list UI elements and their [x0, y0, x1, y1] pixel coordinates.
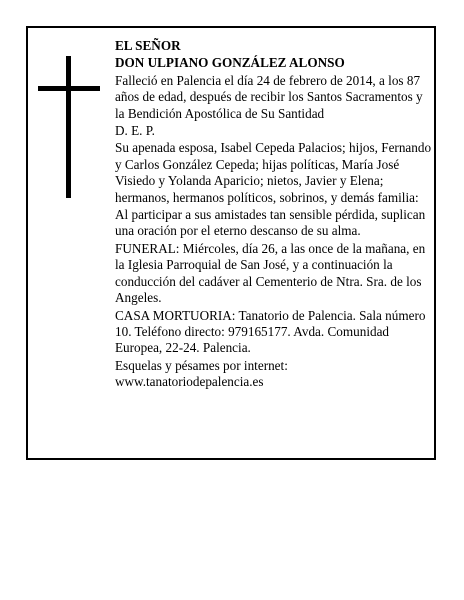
obituary-text — [115, 38, 433, 392]
cross-horizontal-bar — [38, 86, 100, 91]
website-link[interactable]: www.tanatoriodepalencia.es — [115, 374, 264, 390]
heading: EL SEÑOR — [115, 38, 181, 53]
funeral-info: FUNERAL: Miércoles, día 26, a las once de la mañana, en la Iglesia Parroquial de San José, y a continuación la conducción del cadáver al Cementerio de Ntra. Sra. de los Angeles. — [115, 240, 426, 306]
family-paragraph: Su apenada esposa, Isabel Cepeda Palacios; hijos, Fernando y Carlos González Cepeda; hijas políticas, María José Visiedo y Yolanda Aparicio; nietos, Javier y Elena; hermanos, hermanos políticos, sobrinos, y demás familia: — [115, 140, 432, 205]
obituary-frame — [26, 26, 436, 460]
online-label: Esquelas y pésames por internet: — [115, 357, 288, 373]
deceased-name: DON ULPIANO GONZÁLEZ ALONSO — [115, 55, 345, 71]
death-announcement: Falleció en Palencia el día 24 de febrero de 2014, a los 87 años de edad, después de recibir los Santos Sacramentos y la Bendición Apostólica de Su Santidad — [115, 72, 423, 121]
latin-cross-icon — [38, 56, 100, 198]
prayer-request: Al participar a sus amistades tan sensible pérdida, suplican una oración por el eterno descanso de su alma. — [115, 207, 426, 239]
dep-line: D. E. P. — [115, 123, 155, 139]
cross-vertical-bar — [66, 56, 71, 198]
mortuary-info: CASA MORTUORIA: Tanatorio de Palencia. Sala número 10. Teléfono directo: 979165177. Avda. Comunidad Europea, 22-24. Palencia. — [115, 307, 426, 356]
